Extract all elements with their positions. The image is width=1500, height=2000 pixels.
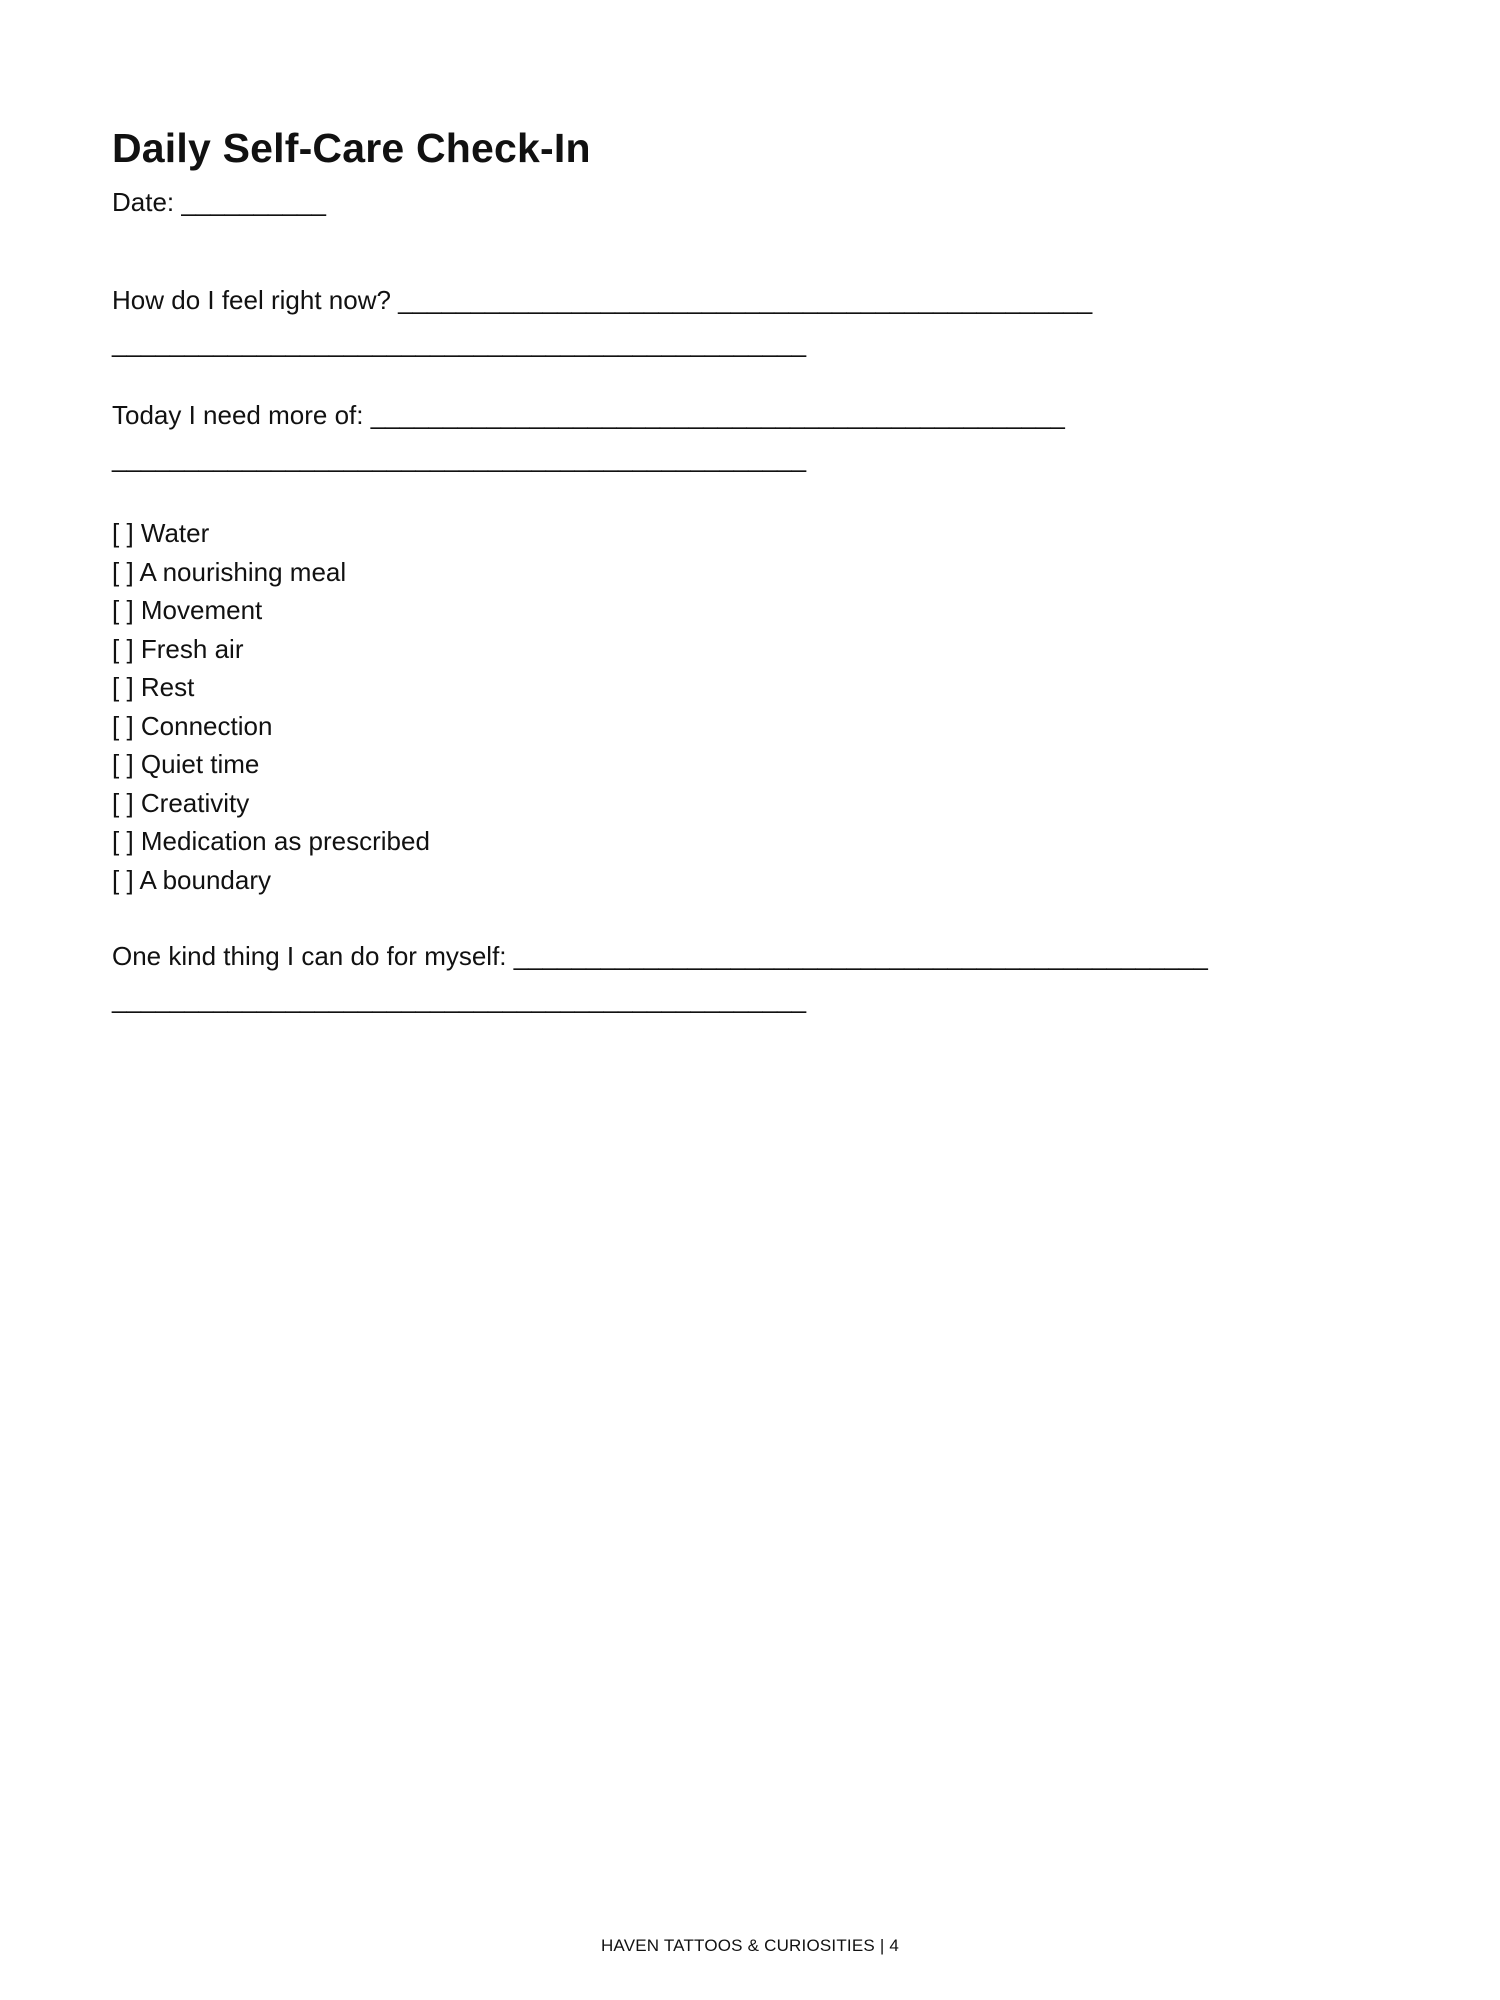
checklist-item-water: [ ] Water bbox=[112, 518, 210, 548]
feel-prompt-line-1: How do I feel right now? ________________________________________________ bbox=[112, 285, 1093, 315]
checklist-item-medication: [ ] Medication as prescribed bbox=[112, 826, 430, 856]
need-more-prompt-line-2: ________________________________________________ bbox=[112, 443, 807, 473]
need-more-prompt-line-1: Today I need more of: ________________________________________________ bbox=[112, 400, 1065, 430]
page-title: Daily Self-Care Check-In bbox=[112, 125, 591, 171]
self-care-checklist bbox=[112, 514, 430, 899]
kind-thing-prompt-line-2: ________________________________________________ bbox=[112, 984, 807, 1014]
checklist-item-fresh-air: [ ] Fresh air bbox=[112, 633, 244, 664]
checklist-item-meal: [ ] A nourishing meal bbox=[112, 556, 347, 587]
checklist-item-creativity: [ ] Creativity bbox=[112, 787, 250, 818]
date-line: Date: __________ bbox=[112, 187, 326, 217]
checklist-item-connection: [ ] Connection bbox=[112, 710, 273, 741]
checklist-item-rest: [ ] Rest bbox=[112, 672, 195, 702]
page-footer: HAVEN TATTOOS & CURIOSITIES | 4 bbox=[600, 1936, 900, 1955]
checklist-item-movement: [ ] Movement bbox=[112, 595, 263, 625]
kind-thing-prompt-line-1: One kind thing I can do for myself: ________________________________________________ bbox=[112, 941, 1208, 971]
checklist-item-quiet-time: [ ] Quiet time bbox=[112, 749, 260, 779]
feel-prompt-line-2: ________________________________________________ bbox=[112, 328, 807, 358]
checklist-item-boundary: [ ] A boundary bbox=[112, 864, 272, 895]
